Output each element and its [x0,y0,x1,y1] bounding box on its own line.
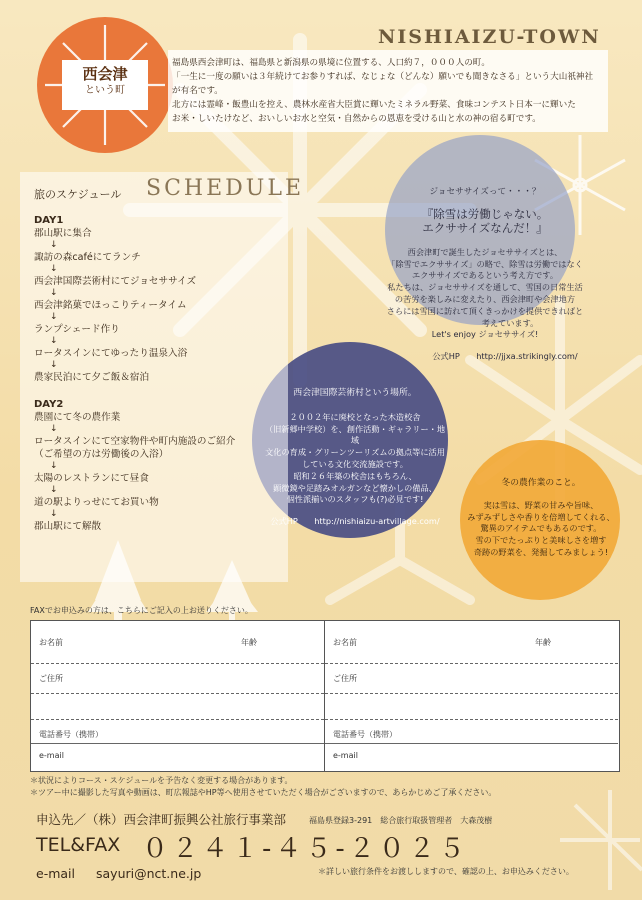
arrow: ↓ [50,360,58,370]
address-field[interactable] [325,693,618,694]
village-heading: 西会津国際芸術村という場所。 [293,388,417,398]
fax-form [30,620,620,772]
day2-item: 農園にて冬の農作業 [34,412,121,423]
email-label: e-mail [333,751,358,760]
logo-subtitle: という町 [85,85,125,96]
address-field-line2[interactable] [325,719,618,720]
intro-line: が有名です。 [172,86,223,96]
logo-title: 西会津 [82,65,128,83]
village-body-line: 顕微鏡や足踏みオルガンなど懐かしの備品、 [273,482,437,493]
village-body-line: （旧新郷中学校）を、創作活動・ギャラリー・地域 [264,423,446,446]
farm-body-line: 驚異のアイテムでもあるのです。 [480,523,602,534]
day2-item: 道の駅よりっせにてお買い物 [34,497,159,508]
arrow: ↓ [50,288,58,298]
arrow: ↓ [50,264,58,274]
fax-form-intro: FAXでお申込みの方は、こちらにご記入の上お送りください。 [30,606,253,615]
day1-item: 西会津銘菓でほっこりティータイム [34,300,187,311]
town-logo [62,60,148,110]
name-field[interactable] [31,663,324,664]
arrow: ↓ [50,461,58,471]
intro-line: 北方には霊峰・飯豊山を控え、農林水産省大臣賞に輝いたミネラル野菜、食味コンテスト日本一に輝いた [172,100,576,110]
note-schedule-change: ＊状況によりコース・スケジュールを予告なく変更する場合があります。 [30,776,293,785]
tel-label: TEL&FAX [36,834,121,856]
form-column-right [325,621,618,771]
schedule-title-en: SCHEDULE [146,176,304,201]
day1-item: 郡山駅に集合 [34,228,92,239]
day1-item: 諏訪の森caféにてランチ [34,252,141,263]
josesa-body-line: 「除雪でエクササイズ」の略で、除雪は労働ではなく [387,258,583,269]
day2-item-note: （ご希望の方は労働後の入浴） [34,449,169,460]
village-body-line: 文化の育成・グリーンツーリズムの拠点等に活用 [265,447,445,458]
day1-item: ロータスインにてゆったり温泉入浴 [34,348,188,359]
day1-item: 農家民泊にて夕ご飯＆宿泊 [34,372,150,383]
note-photo-usage: ＊ツアー中に撮影した写真や動画は、町広報誌やHP等へ使用させていただく場合がございますので、あらかじめご了承ください。 [30,788,497,797]
arrow: ↓ [50,424,58,434]
contact-email[interactable]: sayuri@nct.ne.jp [96,866,202,881]
name-field[interactable] [325,663,618,664]
josesa-body-line: Let's enjoy ジョセササイズ! [431,329,539,340]
farm-heading: 冬の農作業のこと。 [501,478,581,488]
phone-field[interactable] [31,743,324,744]
arrow: ↓ [50,336,58,346]
village-section [262,388,448,528]
apply-to: 申込先／（株）西会津町振興公社旅行事業部 [36,812,287,827]
josesa-heading: ジョセササイズって・・・？ [429,187,541,197]
josesa-body-line: 私たちは、ジョセササイズを通して、雪国の日常生活 [387,282,583,293]
schedule-title-jp: 旅のスケジュール [34,188,122,201]
village-body-line: ２００２年に廃校となった木造校舎 [289,411,421,422]
address-field[interactable] [31,693,324,694]
day1-item: ランプシェード作り [34,324,120,335]
josesa-body-line: 西会津町で誕生したジョセササイズとは、 [407,246,563,257]
phone-label: 電話番号（携帯） [39,730,103,739]
josesa-body-line: エクササイズであるという考え方です。 [411,270,559,281]
farm-body-line: 雪の下でたっぷりと美味しさを増す [475,535,607,546]
farm-body-line: 実は雪は、野菜の甘みや旨味、 [483,499,599,510]
village-body-line: 個性派揃いのスタッフも(?)必見です! [286,494,424,505]
farm-section [466,478,616,559]
josesa-catch: 『除雪は労働じゃない。 [421,206,549,221]
age-label: 年齢 [535,638,551,647]
josesa-body-line: 考えています。 [481,317,539,328]
village-body-line: 昭和２６年築の校舎はもちろん、 [293,470,417,481]
arrow: ↓ [50,509,58,519]
josesa-hp[interactable]: 公式HP http://jjxa.strikingly.com/ [432,351,578,362]
intro-line: 福島県西会津町は、福島県と新潟県の県境に位置する、人口約７，０００人の町。 [172,58,490,68]
town-intro [172,56,612,126]
josesa-body-line: の苦労を楽しみに変えたり、西会津町や会津地方 [394,293,576,304]
farm-body-line: みずみずしさや香りを倍増してくれる、 [467,511,615,522]
footer-note: ＊詳しい旅行条件をお渡ししますので、確認の上、お申込みください。 [318,867,574,876]
registration-info: 福島県登録3-291 総合旅行取扱管理者 大森茂樹 [309,816,493,825]
tel-number[interactable]: ０２４１-４５-２０２５ [142,834,469,864]
email-label-contact: e-mail [36,866,75,881]
town-title: NISHIAIZU-TOWN [378,26,601,48]
day2-item: 太陽のレストランにて昼食 [34,473,149,484]
josesa-catch: エクササイズなんだ！』 [422,220,548,235]
age-label: 年齢 [241,638,257,647]
address-field-line2[interactable] [31,719,324,720]
intro-line: お米・しいたけなど、おいしいお水と空気・自然からの恩恵を受ける山と水の神の宿る町です。 [172,114,541,124]
address-label: ご住所 [333,674,357,683]
name-label: お名前 [39,638,63,647]
josesa-body-line: さらには雪国に訪れて頂くきっかけを提供できればと [386,305,584,316]
arrow: ↓ [50,240,58,250]
day2-item: ロータスインにて空家物件や町内施設のご紹介 [34,436,236,447]
day2-item: 郡山駅にて解散 [34,521,102,532]
address-label: ご住所 [39,674,63,683]
schedule-list [34,214,284,533]
village-body-line: している文化交流施設です。 [302,458,408,469]
day1-label: DAY1 [34,215,64,226]
josesa-section [370,187,600,363]
arrow: ↓ [50,312,58,322]
farm-body-line: 奇跡の野菜を、発掘してみましょう! [473,546,609,557]
email-label: e-mail [39,751,64,760]
intro-line: 「一生に一度の願いは３年続けてお参りすれば、なじょな（どんな）願いでも聞きなさる」という大山祇神社 [172,72,594,82]
village-hp[interactable]: 公式HP http://nishiaizu-artvillage.com/ [270,516,440,527]
arrow: ↓ [50,485,58,495]
day1-item: 西会津国際芸術村にてジョセササイズ [34,276,197,287]
phone-label: 電話番号（携帯） [333,730,397,739]
form-column-left [31,621,324,771]
name-label: お名前 [333,638,357,647]
day2-label: DAY2 [34,399,64,410]
phone-field[interactable] [325,743,618,744]
